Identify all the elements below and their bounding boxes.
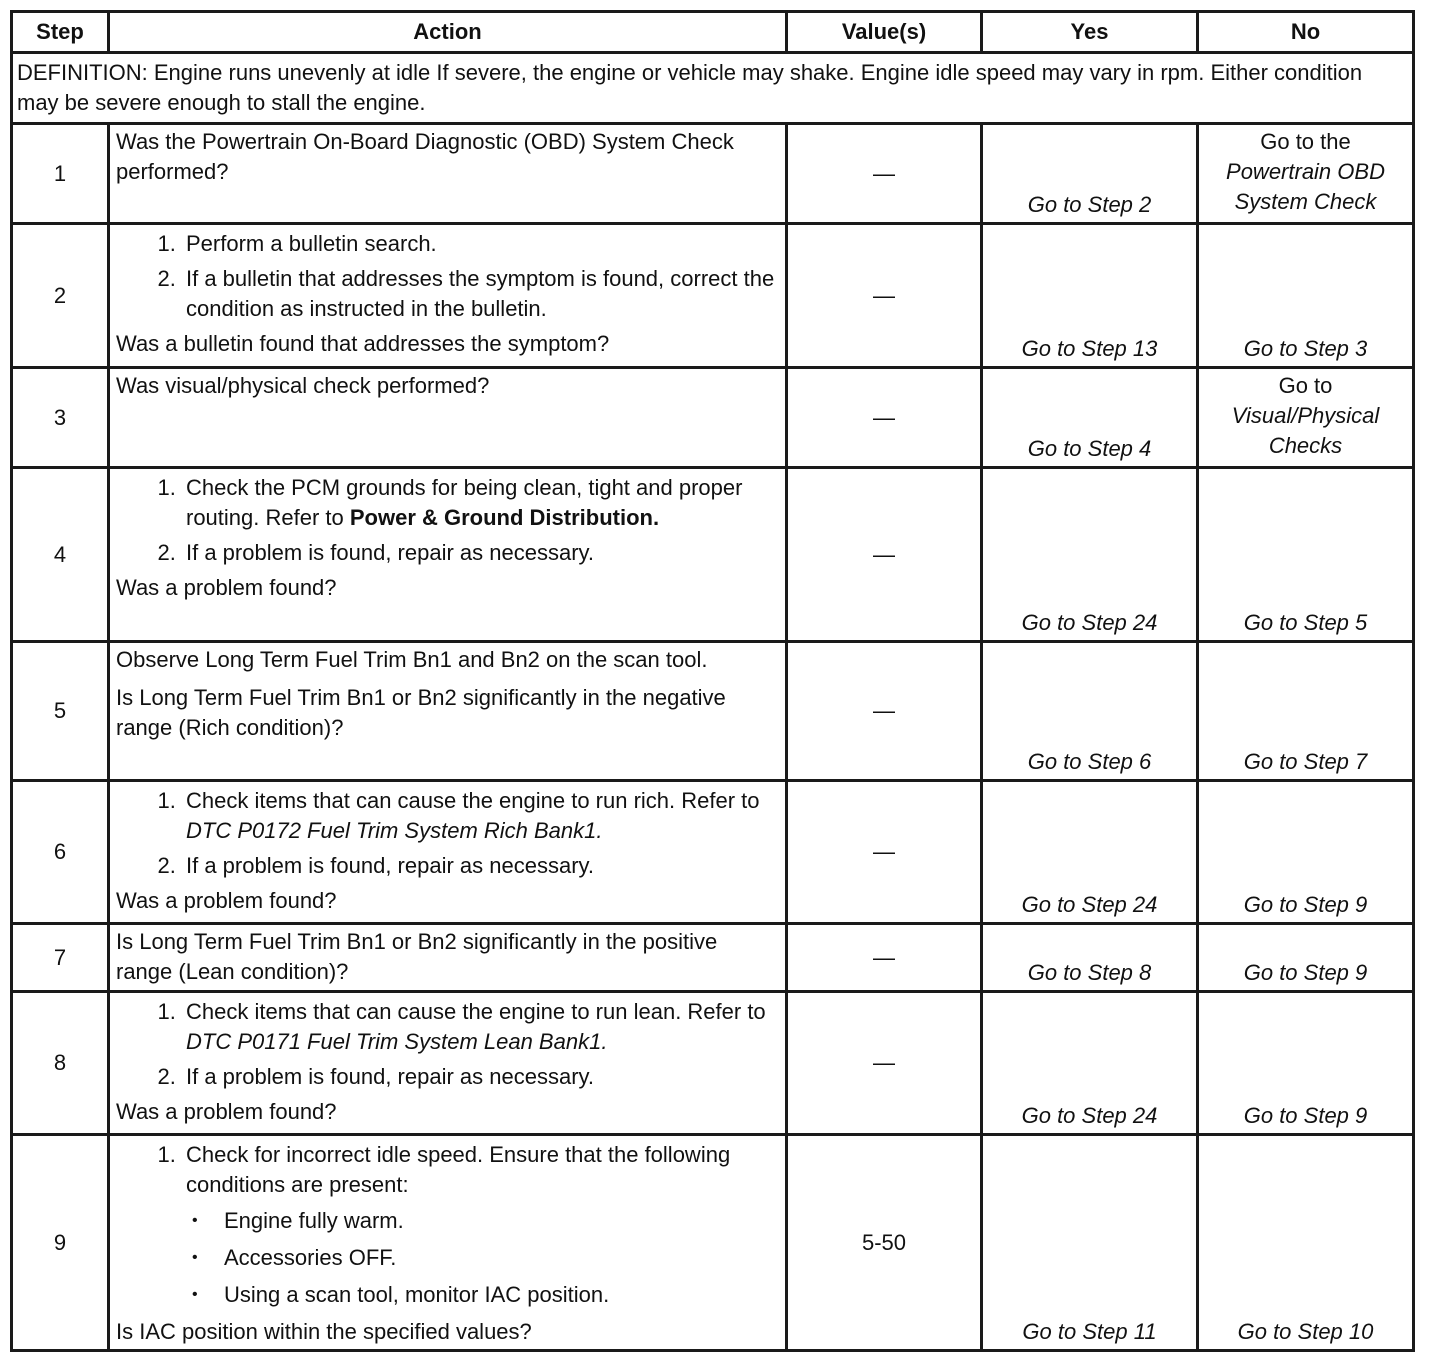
no-cell bbox=[1198, 368, 1414, 468]
value-cell: 5-50 bbox=[787, 1135, 982, 1351]
reference-link[interactable]: DTC P0172 Fuel Trim System Rich Bank1. bbox=[186, 818, 603, 843]
value-cell: — bbox=[787, 642, 982, 781]
action-cell bbox=[109, 1135, 787, 1351]
step-number: 7 bbox=[12, 924, 109, 992]
action-instruction: Observe Long Term Fuel Trim Bn1 and Bn2 on the scan tool. bbox=[116, 647, 708, 672]
action-cell bbox=[109, 642, 787, 781]
condition-list bbox=[186, 1206, 779, 1310]
step-number: 6 bbox=[12, 781, 109, 924]
header-no: No bbox=[1198, 12, 1414, 53]
action-cell bbox=[109, 781, 787, 924]
no-cell: Go to Step 5 bbox=[1198, 468, 1414, 642]
header-action: Action bbox=[109, 12, 787, 53]
action-step bbox=[182, 473, 779, 533]
action-steps bbox=[116, 997, 779, 1092]
table-row bbox=[12, 924, 1414, 992]
action-cell bbox=[109, 368, 787, 468]
condition-item: • Accessories OFF. bbox=[220, 1243, 779, 1273]
yes-cell: Go to Step 24 bbox=[982, 992, 1198, 1135]
action-question: Is Long Term Fuel Trim Bn1 or Bn2 significantly in the negative range (Rich condition)? bbox=[116, 685, 726, 740]
table-row bbox=[12, 642, 1414, 781]
action-step: 2. If a problem is found, repair as necessary. bbox=[182, 851, 779, 881]
definition-text: DEFINITION: Engine runs unevenly at idle If severe, the engine or vehicle may shake. Engine idle speed may vary in rpm. Either condition may be severe enough to stall the engine. bbox=[12, 53, 1414, 124]
no-cell bbox=[1198, 124, 1414, 224]
action-cell bbox=[109, 224, 787, 368]
action-question: Is IAC position within the specified values? bbox=[116, 1319, 532, 1344]
value-cell: — bbox=[787, 924, 982, 992]
action-steps bbox=[116, 473, 779, 568]
definition-row bbox=[12, 53, 1414, 124]
action-step bbox=[182, 997, 779, 1057]
action-cell bbox=[109, 124, 787, 224]
header-row bbox=[12, 12, 1414, 53]
header-values: Value(s) bbox=[787, 12, 982, 53]
step-number: 2 bbox=[12, 224, 109, 368]
table-row bbox=[12, 781, 1414, 924]
no-reference: Visual/Physical Checks bbox=[1231, 403, 1380, 458]
table-row bbox=[12, 1135, 1414, 1351]
no-reference: Powertrain OBD System Check bbox=[1226, 159, 1385, 214]
no-prefix: Go to the bbox=[1260, 129, 1351, 154]
yes-cell: Go to Step 11 bbox=[982, 1135, 1198, 1351]
action-step bbox=[182, 786, 779, 846]
yes-cell: Go to Step 4 bbox=[982, 368, 1198, 468]
yes-cell: Go to Step 8 bbox=[982, 924, 1198, 992]
action-step-text: Check items that can cause the engine to run rich. Refer to bbox=[186, 788, 760, 813]
action-step-text: Check for incorrect idle speed. Ensure that the following conditions are present: bbox=[186, 1142, 731, 1197]
no-cell: Go to Step 9 bbox=[1198, 992, 1414, 1135]
action-cell bbox=[109, 924, 787, 992]
header-step: Step bbox=[12, 12, 109, 53]
action-step bbox=[182, 1140, 779, 1310]
action-steps bbox=[116, 1140, 779, 1310]
table-row bbox=[12, 124, 1414, 224]
reference-link[interactable]: DTC P0171 Fuel Trim System Lean Bank1. bbox=[186, 1029, 608, 1054]
table-row bbox=[12, 224, 1414, 368]
value-cell: — bbox=[787, 368, 982, 468]
no-cell: Go to Step 3 bbox=[1198, 224, 1414, 368]
diagnostic-table bbox=[10, 10, 1415, 1352]
action-step-text: Check the PCM grounds for being clean, tight and proper routing. Refer to bbox=[186, 475, 743, 530]
value-cell: — bbox=[787, 992, 982, 1135]
value-cell: — bbox=[787, 124, 982, 224]
action-step: 2. If a problem is found, repair as necessary. bbox=[182, 1062, 779, 1092]
table-row bbox=[12, 992, 1414, 1135]
step-number: 3 bbox=[12, 368, 109, 468]
action-steps bbox=[116, 786, 779, 881]
action-step: 2. If a problem is found, repair as necessary. bbox=[182, 538, 779, 568]
no-prefix: Go to bbox=[1278, 373, 1333, 398]
action-cell bbox=[109, 992, 787, 1135]
action-step: 2. If a bulletin that addresses the symptom is found, correct the condition as instructed in the bulletin. bbox=[182, 264, 779, 324]
action-step: 1. Perform a bulletin search. bbox=[182, 229, 779, 259]
action-question: Was the Powertrain On-Board Diagnostic (OBD) System Check performed? bbox=[116, 129, 734, 184]
yes-cell: Go to Step 13 bbox=[982, 224, 1198, 368]
value-cell: — bbox=[787, 468, 982, 642]
value-cell: — bbox=[787, 781, 982, 924]
value-cell: — bbox=[787, 224, 982, 368]
condition-item: • Engine fully warm. bbox=[220, 1206, 779, 1236]
action-question: Is Long Term Fuel Trim Bn1 or Bn2 significantly in the positive range (Lean condition)? bbox=[116, 929, 718, 984]
yes-cell: Go to Step 6 bbox=[982, 642, 1198, 781]
header-yes: Yes bbox=[982, 12, 1198, 53]
action-question: Was a problem found? bbox=[116, 575, 337, 600]
action-step-text: Check items that can cause the engine to run lean. Refer to bbox=[186, 999, 766, 1024]
action-steps bbox=[116, 229, 779, 324]
table-row bbox=[12, 468, 1414, 642]
action-question: Was a problem found? bbox=[116, 888, 337, 913]
yes-cell: Go to Step 24 bbox=[982, 781, 1198, 924]
table-row bbox=[12, 368, 1414, 468]
action-question: Was visual/physical check performed? bbox=[116, 373, 490, 398]
step-number: 4 bbox=[12, 468, 109, 642]
reference-link[interactable]: Power & Ground Distribution. bbox=[349, 505, 660, 530]
step-number: 5 bbox=[12, 642, 109, 781]
no-cell: Go to Step 10 bbox=[1198, 1135, 1414, 1351]
diagnostic-table-wrapper bbox=[10, 10, 1412, 1352]
yes-cell: Go to Step 24 bbox=[982, 468, 1198, 642]
action-cell bbox=[109, 468, 787, 642]
step-number: 1 bbox=[12, 124, 109, 224]
step-number: 9 bbox=[12, 1135, 109, 1351]
no-cell: Go to Step 7 bbox=[1198, 642, 1414, 781]
no-cell: Go to Step 9 bbox=[1198, 781, 1414, 924]
no-cell: Go to Step 9 bbox=[1198, 924, 1414, 992]
action-question: Was a bulletin found that addresses the symptom? bbox=[116, 331, 610, 356]
condition-item: • Using a scan tool, monitor IAC position. bbox=[220, 1280, 779, 1310]
action-question: Was a problem found? bbox=[116, 1099, 337, 1124]
yes-cell: Go to Step 2 bbox=[982, 124, 1198, 224]
step-number: 8 bbox=[12, 992, 109, 1135]
